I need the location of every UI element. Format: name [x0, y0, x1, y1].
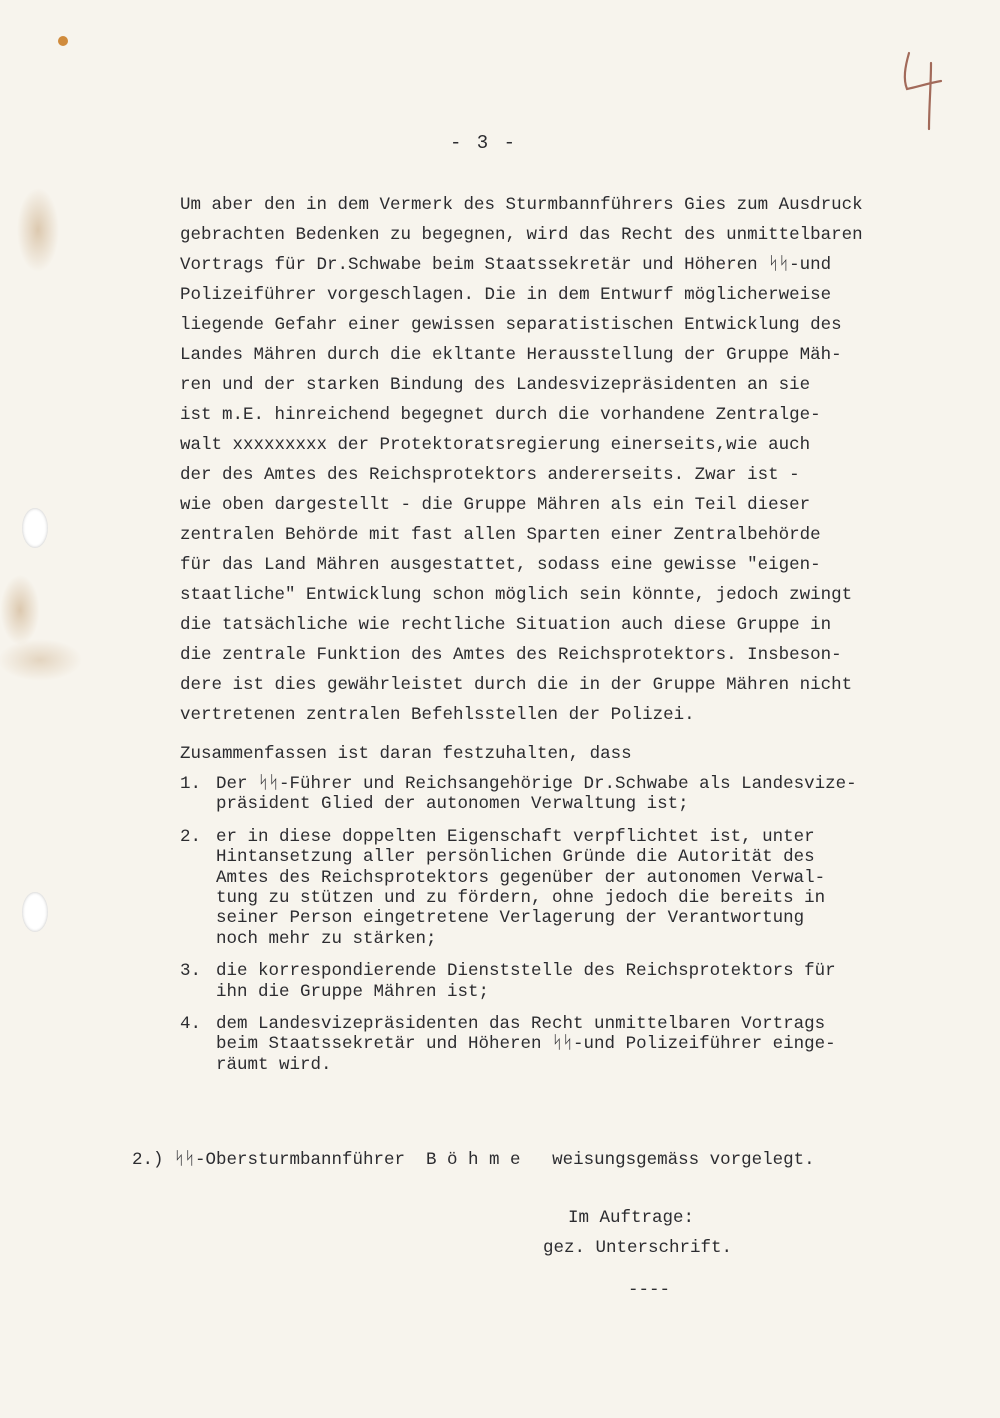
list-item [180, 774, 980, 815]
list-item-number: 3. [180, 961, 202, 982]
list-item [180, 961, 980, 1002]
stain-mark [58, 36, 68, 46]
summary-intro: Zusammenfassen ist daran festzuhalten, dass [180, 744, 632, 764]
list-item-number: 2. [180, 826, 202, 847]
summary-list [180, 774, 980, 1087]
list-item [180, 1014, 980, 1075]
list-item-number: 1. [180, 774, 202, 794]
list-item-number: 4. [180, 1014, 202, 1035]
end-mark: ---- [628, 1280, 671, 1300]
list-item-text: dem Landesvizepräsidenten das Recht unmittelbaren Vortrags beim Staatssekretär und Höheren ᛋᛋ-und Polizeiführer einge- räumt wird. [216, 1014, 836, 1075]
punch-hole-bottom [22, 892, 48, 932]
page-number: - 3 - [450, 132, 518, 154]
punch-hole-top [22, 508, 48, 548]
closing-phrase: Im Auftrage: [568, 1208, 695, 1228]
list-item-text: er in diese doppelten Eigenschaft verpflichtet ist, unter Hintansetzung aller persönlichen Gründe die Autorität des Amtes des Reichsprotektors gegenüber der autonomen Verwal- tung zu stützen und zu fördern, ohne jedoch die bereits in seiner Person eingetretene Verlagerung der Verantwortung noch mehr zu stärken; [216, 826, 826, 949]
list-item-text: die korrespondierende Dienststelle des Reichsprotektors für ihn die Gruppe Mähren ist; [216, 961, 836, 1002]
list-item [180, 827, 980, 949]
handwritten-folio-number [895, 45, 955, 135]
forwarding-note: 2.) ᛋᛋ-Obersturmbannführer B ö h m e weisungsgemäss vorgelegt. [132, 1150, 815, 1170]
body-paragraph: Um aber den in dem Vermerk des Sturmbannführers Gies zum Ausdruck gebrachten Bedenken zu begegnen, wird das Recht des unmittelbaren Vortrags für Dr.Schwabe beim Staatssekretär und Höheren ᛋᛋ-und Polizeiführer vorgeschlagen. Die in dem Entwurf möglicherweise liegende Gefahr einer gewissen separatistischen Entwicklung des Landes Mähren durch die ekltante Herausstellung der Gruppe Mäh- ren und der starken Bindung des Landesvizepräsidenten an sie ist m.E. hinreichend begegnet durch die vorhandene Zentralge- walt xxxxxxxxx der Protektoratsregierung einerseits,wie auch der des Amtes des Reichsprotektors andererseits. Zwar ist - wie oben dargestellt - die Gruppe Mähren als ein Teil dieser zentralen Behörde mit fast allen Sparten einer Zentralbehörde für das Land Mähren ausgestattet, sodass eine gewisse "eigen- staatliche" Entwicklung schon möglich sein könnte, jedoch zwingt die tatsächliche wie rechtliche Situation auch diese Gruppe in die zentrale Funktion des Amtes des Reichsprotektors. Insbeson- dere ist dies gewährleistet durch die in der Gruppe Mähren nicht vertretenen zentralen Befehlsstellen der Polizei. [180, 195, 863, 725]
signature-line: gez. Unterschrift. [543, 1238, 733, 1258]
list-item-text: Der ᛋᛋ-Führer und Reichsangehörige Dr.Schwabe als Landesvize- präsident Glied der autonomen Verwaltung ist; [216, 774, 857, 815]
